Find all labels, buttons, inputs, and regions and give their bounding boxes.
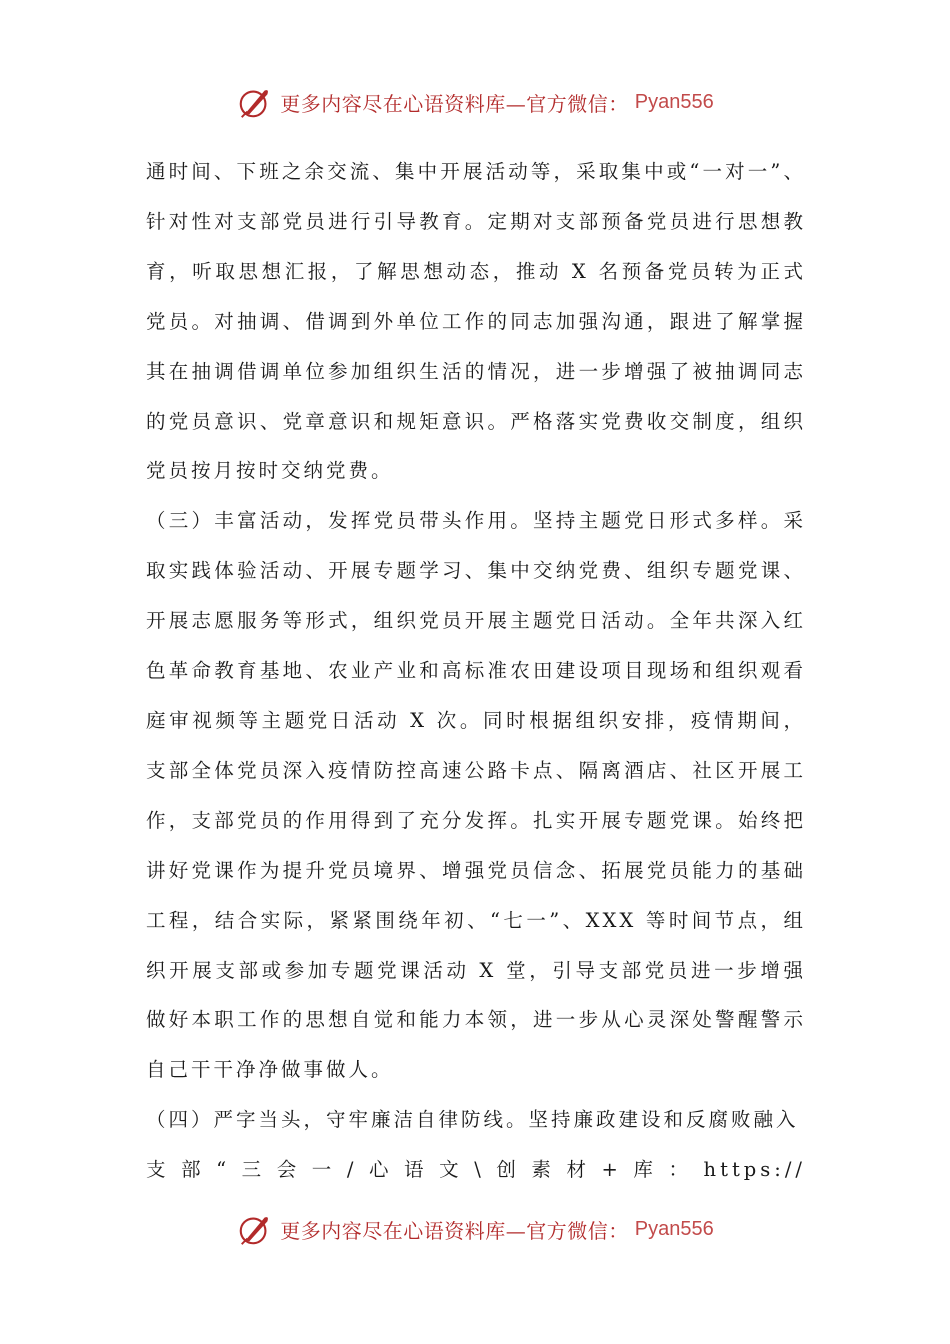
banner-wechat-id: Pyan556	[634, 90, 714, 113]
paragraph: 支部“三会一/心语文\创素材+库：https://	[146, 1158, 806, 1182]
header-banner	[0, 80, 950, 124]
quill-logo-icon	[236, 1210, 274, 1248]
document-body	[146, 147, 806, 1195]
quill-logo-icon	[236, 83, 274, 121]
paragraph: 通时间、下班之余交流、集中开展活动等，采取集中或“一对一”、针对性对支部党员进行引导教育。定期对支部预备党员进行思想教育，听取思想汇报，了解思想动态，推动 X 名预备党员转为正式党员。对抽调、借调到外单位工作的同志加强沟通，跟进了解掌握其在抽调借调单位参加组织生活的情况，进一步增强了被抽调同志的党员意识、党章意识和规矩意识。严格落实党费收交制度，组织党员按月按时交纳党费。	[146, 160, 806, 483]
banner-text: 更多内容尽在心语资料库—官方微信：	[280, 1218, 629, 1243]
paragraph: （三）丰富活动，发挥党员带头作用。坚持主题党日形式多样。采取实践体验活动、开展专题学习、集中交纳党费、组织专题党课、开展志愿服务等形式，组织党员开展主题党日活动。全年共深入红色革命教育基地、农业产业和高标准农田建设项目现场和组织观看庭审视频等主题党日活动 X 次。同时根据组织安排，疫情期间，支部全体党员深入疫情防控高速公路卡点、隔离酒店、社区开展工作，支部党员的作用得到了充分发挥。扎实开展专题党课。始终把讲好党课作为提升党员境界、增强党员信念、拓展党员能力的基础工程，结合实际，紧紧围绕年初、“七一”、XXX 等时间节点，组织开展支部或参加专题党课活动 X 堂，引导支部党员进一步增强做好本职工作的思想自觉和能力本领，进一步从心灵深处警醒警示自己干干净净做事做人。	[146, 509, 806, 1082]
banner-text: 更多内容尽在心语资料库—官方微信：	[280, 91, 629, 116]
footer-banner	[0, 1207, 950, 1251]
paragraph: （四）严字当头，守牢廉洁自律防线。坚持廉政建设和反腐败融入	[146, 1108, 799, 1132]
banner-wechat-id: Pyan556	[634, 1217, 714, 1240]
